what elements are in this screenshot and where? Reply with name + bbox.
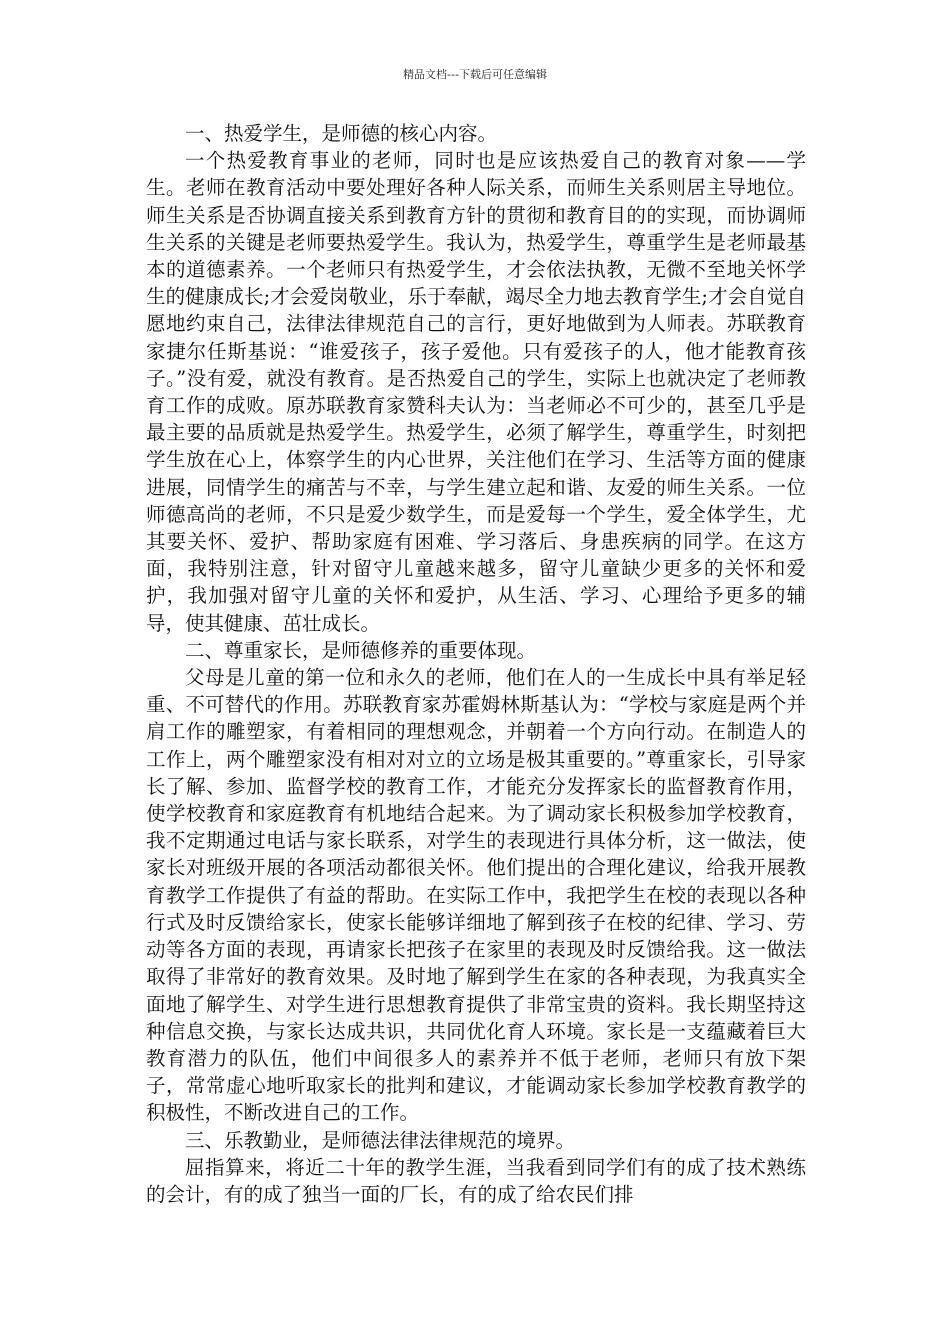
section-3-paragraph: 屈指算来，将近二十年的教学生涯，当我看到同学们有的成了技术熟练的会计，有的成了独当一面的厂长，有的成了给农民们排 [146, 1155, 806, 1206]
section-1-paragraph: 一个热爱教育事业的老师，同时也是应该热爱自己的教育对象——学生。老师在教育活动中要处理好各种人际关系，而师生关系则居主导地位。师生关系是否协调直接关系到教育方针的贯彻和教育目的的实现，而协调师生关系的关键是老师要热爱学生。我认为，热爱学生，尊重学生是老师最基本的道德素养。一个老师只有热爱学生，才会依法执教，无微不至地关怀学生的健康成长;才会爱岗敬业，乐于奉献，竭尽全力地去教育学生;才会自觉自愿地约束自己，法律法律规范自己的言行，更好地做到为人师表。苏联教育家捷尔任斯基说：“谁爱孩子，孩子爱他。只有爱孩子的人，他才能教育孩子。”没有爱，就没有教育。是否热爱自己的学生，实际上也就决定了老师教育工作的成败。原苏联教育家赞科夫认为：当老师必不可少的，甚至几乎是最主要的品质就是热爱学生。热爱学生，必须了解学生，尊重学生，时刻把学生放在心上，体察学生的内心世界，关注他们在学习、生活等方面的健康进展，同情学生的痛苦与不幸，与学生建立起和谐、友爱的师生关系。一位师德高尚的老师，不只是爱少数学生，而是爱每一个学生，爱全体学生，尤其要关怀、爱护、帮助家庭有困难、学习落后、身患疾病的同学。在这方面，我特别注意，针对留守儿童越来越多，留守儿童缺少更多的关怀和爱护，我加强对留守儿童的关怀和爱护，从生活、学习、心理给予更多的辅导，使其健康、茁壮成长。 [146, 149, 806, 635]
section-2-paragraph: 父母是儿童的第一位和永久的老师，他们在人的一生成长中具有举足轻重、不可替代的作用。苏联教育家苏霍姆林斯基认为：“学校与家庭是两个并肩工作的雕塑家，有着相同的理想观念，并朝着一个方向行动。在制造人的工作上，两个雕塑家没有相对对立的立场是极其重要的。”尊重家长，引导家长了解、参加、监督学校的教育工作，才能充分发挥家长的监督教育作用，使学校教育和家庭教育有机地结合起来。为了调动家长积极参加学校教育，我不定期通过电话与家长联系，对学生的表现进行具体分析，这一做法，使家长对班级开展的各项活动都很关怀。他们提出的合理化建议，给我开展教育教学工作提供了有益的帮助。在实际工作中，我把学生在校的表现以各种行式及时反馈给家长，使家长能够详细地了解到孩子在校的纪律、学习、劳动等各方面的表现，再请家长把孩子在家里的表现及时反馈给我。这一做法取得了非常好的教育效果。及时地了解到学生在家的各种表现，为我真实全面地了解学生、对学生进行思想教育提供了非常宝贵的资料。我长期坚持这种信息交换，与家长达成共识，共同优化育人环境。家长是一支蕴藏着巨大教育潜力的队伍，他们中间很多人的素养并不低于老师，老师只有放下架子，常常虚心地听取家长的批判和建议，才能调动家长参加学校教育教学的积极性，不断改进自己的工作。 [146, 666, 806, 1125]
section-3-heading: 三、乐教勤业，是师德法律法律规范的境界。 [185, 1128, 576, 1152]
page-header: 精品文档---下载后可任意编辑 [403, 68, 547, 81]
document-body [146, 120, 806, 1208]
section-1-heading: 一、热爱学生，是师德的核心内容。 [185, 122, 498, 145]
section-2-heading: 二、尊重家长，是师德修养的重要体现。 [185, 638, 537, 662]
